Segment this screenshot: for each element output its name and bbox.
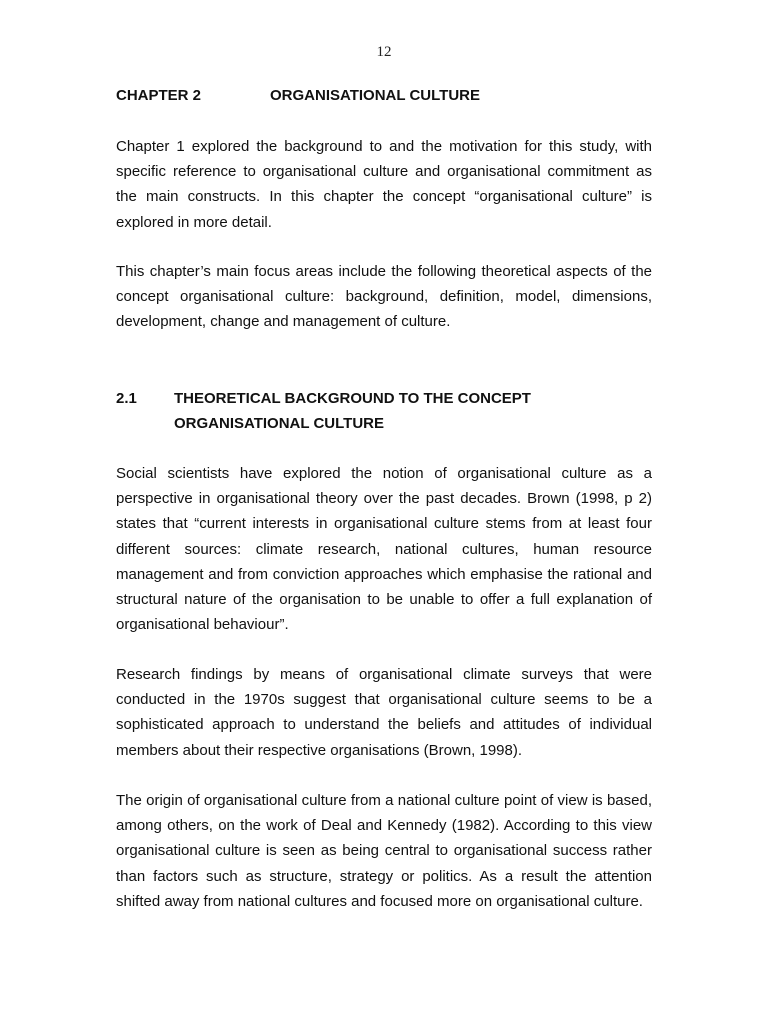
- section-title-line-1: THEORETICAL BACKGROUND TO THE CONCEPT: [174, 390, 531, 407]
- page-number: 12: [376, 44, 392, 60]
- section-paragraph-3: The origin of organisational culture from a national culture point of view is based, among others, on the work of Deal and Kennedy (1982). According to this view organisational culture is seen as being central to organisational success rather than factors such as structure, strategy or politics. As a result the attention shifted away from national cultures and focused more on organisational culture.: [116, 792, 652, 910]
- intro-paragraph-2: This chapter’s main focus areas include the following theoretical aspects of the concept organisational culture: background, definition, model, dimensions, development, change and management of culture.: [116, 263, 652, 331]
- section-title: [174, 386, 644, 436]
- chapter-heading: [116, 87, 480, 104]
- section-title-line-2: ORGANISATIONAL CULTURE: [174, 415, 384, 432]
- section-paragraph-2: Research findings by means of organisational climate surveys that were conducted in the 1970s suggest that organisational culture seems to be a sophisticated approach to understand the beliefs and attitudes of individual members about their respective organisations (Brown, 1998).: [116, 666, 652, 759]
- chapter-title: ORGANISATIONAL CULTURE: [270, 87, 480, 104]
- section-number: 2.1: [116, 390, 137, 407]
- intro-paragraph-1: Chapter 1 explored the background to and the motivation for this study, with specific reference to organisational culture and organisational commitment as the main constructs. In this chapter the concept “organisational culture” is explored in more detail.: [116, 138, 652, 231]
- section-paragraph-1: Social scientists have explored the notion of organisational culture as a perspective in organisational theory over the past decades. Brown (1998, p 2) states that “current interests in organisational culture stems from at least four different sources: climate research, national cultures, human resource management and from conviction approaches which emphasise the rational and structural nature of the organisation to be unable to offer a full explanation of organisational behaviour”.: [116, 465, 652, 634]
- chapter-number: CHAPTER 2: [116, 87, 202, 104]
